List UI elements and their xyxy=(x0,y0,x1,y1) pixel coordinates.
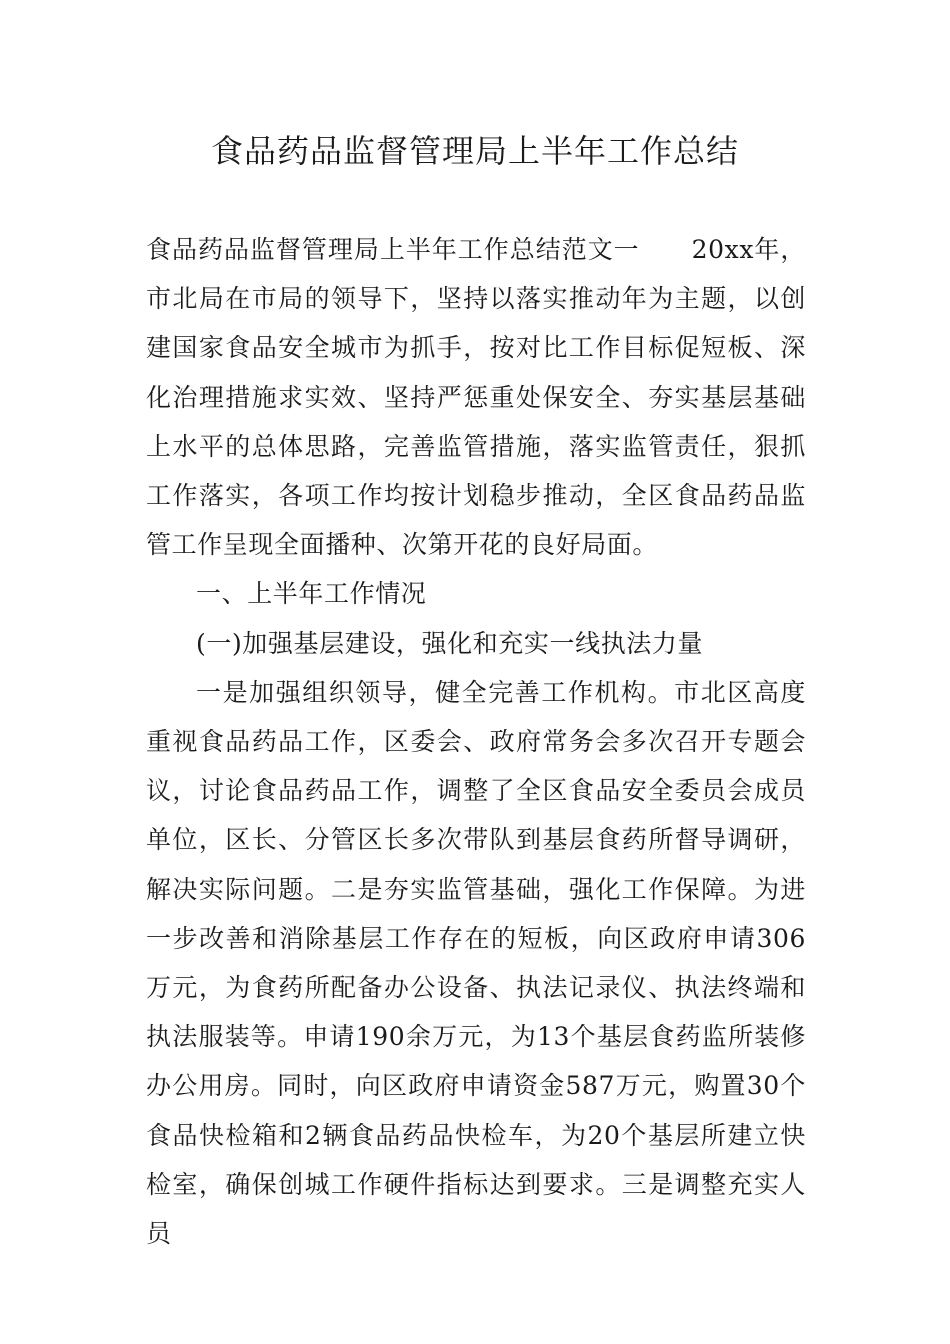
document-title: 食品药品监督管理局上半年工作总结 xyxy=(210,132,739,170)
section-heading: 一、上半年工作情况 xyxy=(196,579,427,609)
intro-paragraph: 食品药品监督管理局上半年工作总结范文一 20xx年，市北局在市局的领导下，坚持以落实推动年为主题，以创建国家食品安全城市为抓手，按对比工作目标促短板、深化治理措施求实效、坚持严惩重处保安全、夯实基层基础上水平的总体思路，完善监管措施，落实监管责任，狠抓工作落实，各项工作均按计划稳步推动，全区食品药品监管工作呈现全面播种、次第开花的良好局面。 xyxy=(146,235,806,560)
body-paragraph: 一是加强组织领导，健全完善工作机构。市北区高度重视食品药品工作，区委会、政府常务会多次召开专题会议，讨论食品药品工作，调整了全区食品安全委员会成员单位，区长、分管区长多次带队到基层食药所督导调研，解决实际问题。二是夯实监管基础，强化工作保障。为进一步改善和消除基层工作存在的短板，向区政府申请306万元，为食药所配备办公设备、执法记录仪、执法终端和执法服装等。申请190余万元，为13个基层食药监所装修办公用房。同时，向区政府申请资金587万元，购置30个食品快检箱和2辆食品药品快检车，为20个基层所建立快检室，确保创城工作硬件指标达到要求。三是调整充实人员 xyxy=(146,677,806,1249)
document-body xyxy=(146,225,806,1258)
subsection-heading: (一)加强基层建设，强化和充实一线执法力量 xyxy=(196,628,704,658)
